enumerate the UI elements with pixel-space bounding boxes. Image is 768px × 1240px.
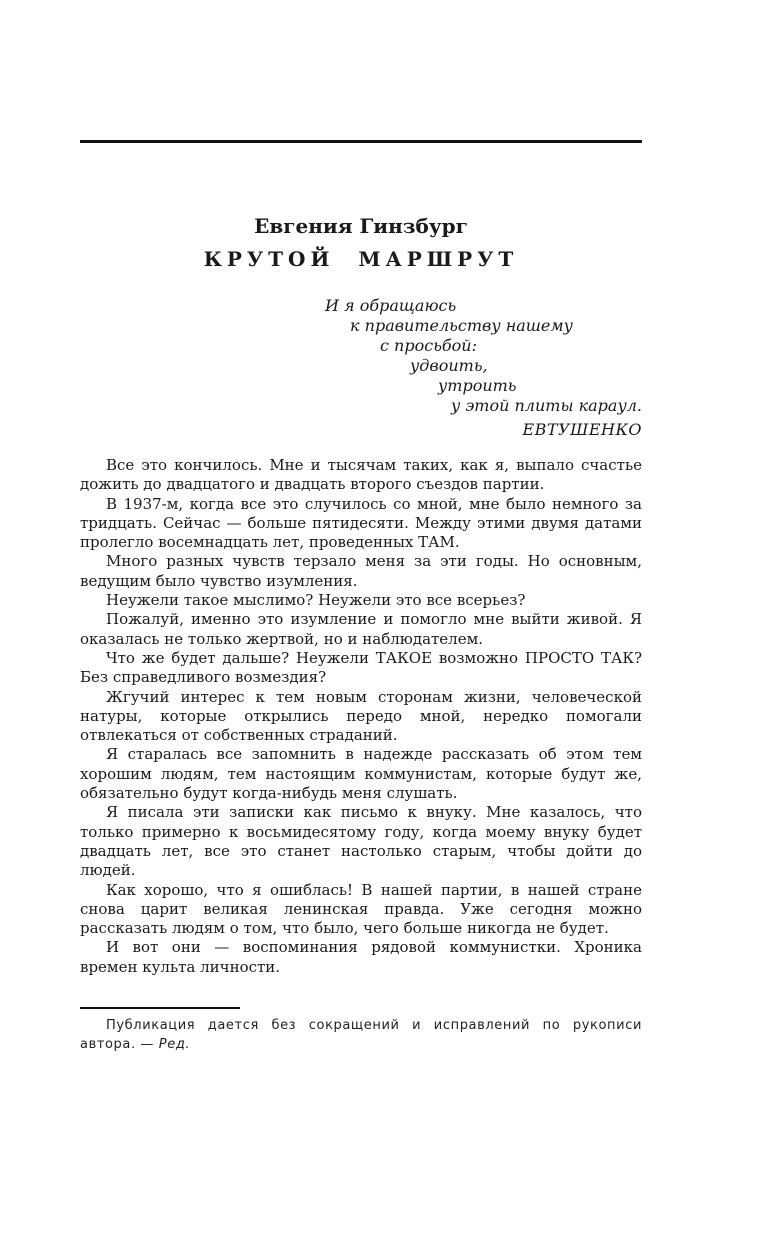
paragraph: Я писала эти записки как письмо к внуку. Мне казалось, что только примерно к восьмидесятому году, когда моему внуку будет двадцать лет, все это станет настолько старым, чтобы дойти до людей.	[80, 803, 642, 880]
epigraph	[80, 296, 642, 440]
paragraph: Как хорошо, что я ошиблась! В нашей партии, в нашей стране снова царит великая ленинская правда. Уже сегодня можно рассказать людям о том, что было, чего больше никогда не будет.	[80, 880, 642, 938]
author-name: Евгения Гинзбург	[254, 214, 468, 238]
footnote-rule	[80, 1007, 240, 1009]
paragraph: Неужели такое мыслимо? Неужели это все всерьез?	[106, 591, 526, 610]
footnote-text: Публикация дается без сокращений и исправлений по рукописи автора. —	[80, 1018, 642, 1052]
footnote	[80, 1016, 642, 1054]
epigraph-line: с просьбой:	[380, 336, 477, 355]
epigraph-line: И я обращаюсь	[325, 296, 457, 315]
paragraph: В 1937-м, когда все это случилось со мной, мне было немного за тридцать. Сейчас — больше пятидесяти. Между этими двумя датами пролегло восемнадцать лет, проведенных ТАМ.	[80, 494, 642, 552]
header-rule	[80, 140, 642, 143]
paragraph: И вот они — воспоминания рядовой коммунистки. Хроника времен культа личности.	[80, 938, 642, 976]
epigraph-line: к правительству нашему	[350, 316, 573, 335]
epigraph-line: у этой плиты караул.	[450, 396, 642, 415]
main-text	[80, 456, 642, 977]
epigraph-author: ЕВТУШЕНКО	[522, 420, 642, 439]
paragraph: Жгучий интерес к тем новым сторонам жизни, человеческой натуры, которые открылись передо мной, нередко помогали отвлекаться от собственных страданий.	[80, 687, 642, 745]
footnote-signature: Ред.	[158, 1037, 191, 1052]
epigraph-line: утроить	[438, 376, 517, 395]
paragraph: Пожалуй, именно это изумление и помогло мне выйти живой. Я оказалась не только жертвой, но и наблюдателем.	[80, 610, 642, 648]
paragraph: Все это кончилось. Мне и тысячам таких, как я, выпало счастье дожить до двадцатого и двадцать второго съездов партии.	[80, 456, 642, 494]
paragraph: Что же будет дальше? Неужели ТАКОЕ возможно ПРОСТО ТАК? Без справедливого возмездия?	[80, 648, 642, 687]
epigraph-line: удвоить,	[410, 356, 488, 375]
paragraph: Много разных чувств терзало меня за эти годы. Но основным, ведущим было чувство изумления.	[80, 552, 642, 590]
paragraph: Я старалась все запомнить в надежде рассказать об этом тем хорошим людям, тем настоящим коммунистам, которые будут же, обязательно будут когда-нибудь меня слушать.	[80, 745, 642, 803]
work-title: КРУТОЙ МАРШРУТ	[203, 247, 519, 271]
